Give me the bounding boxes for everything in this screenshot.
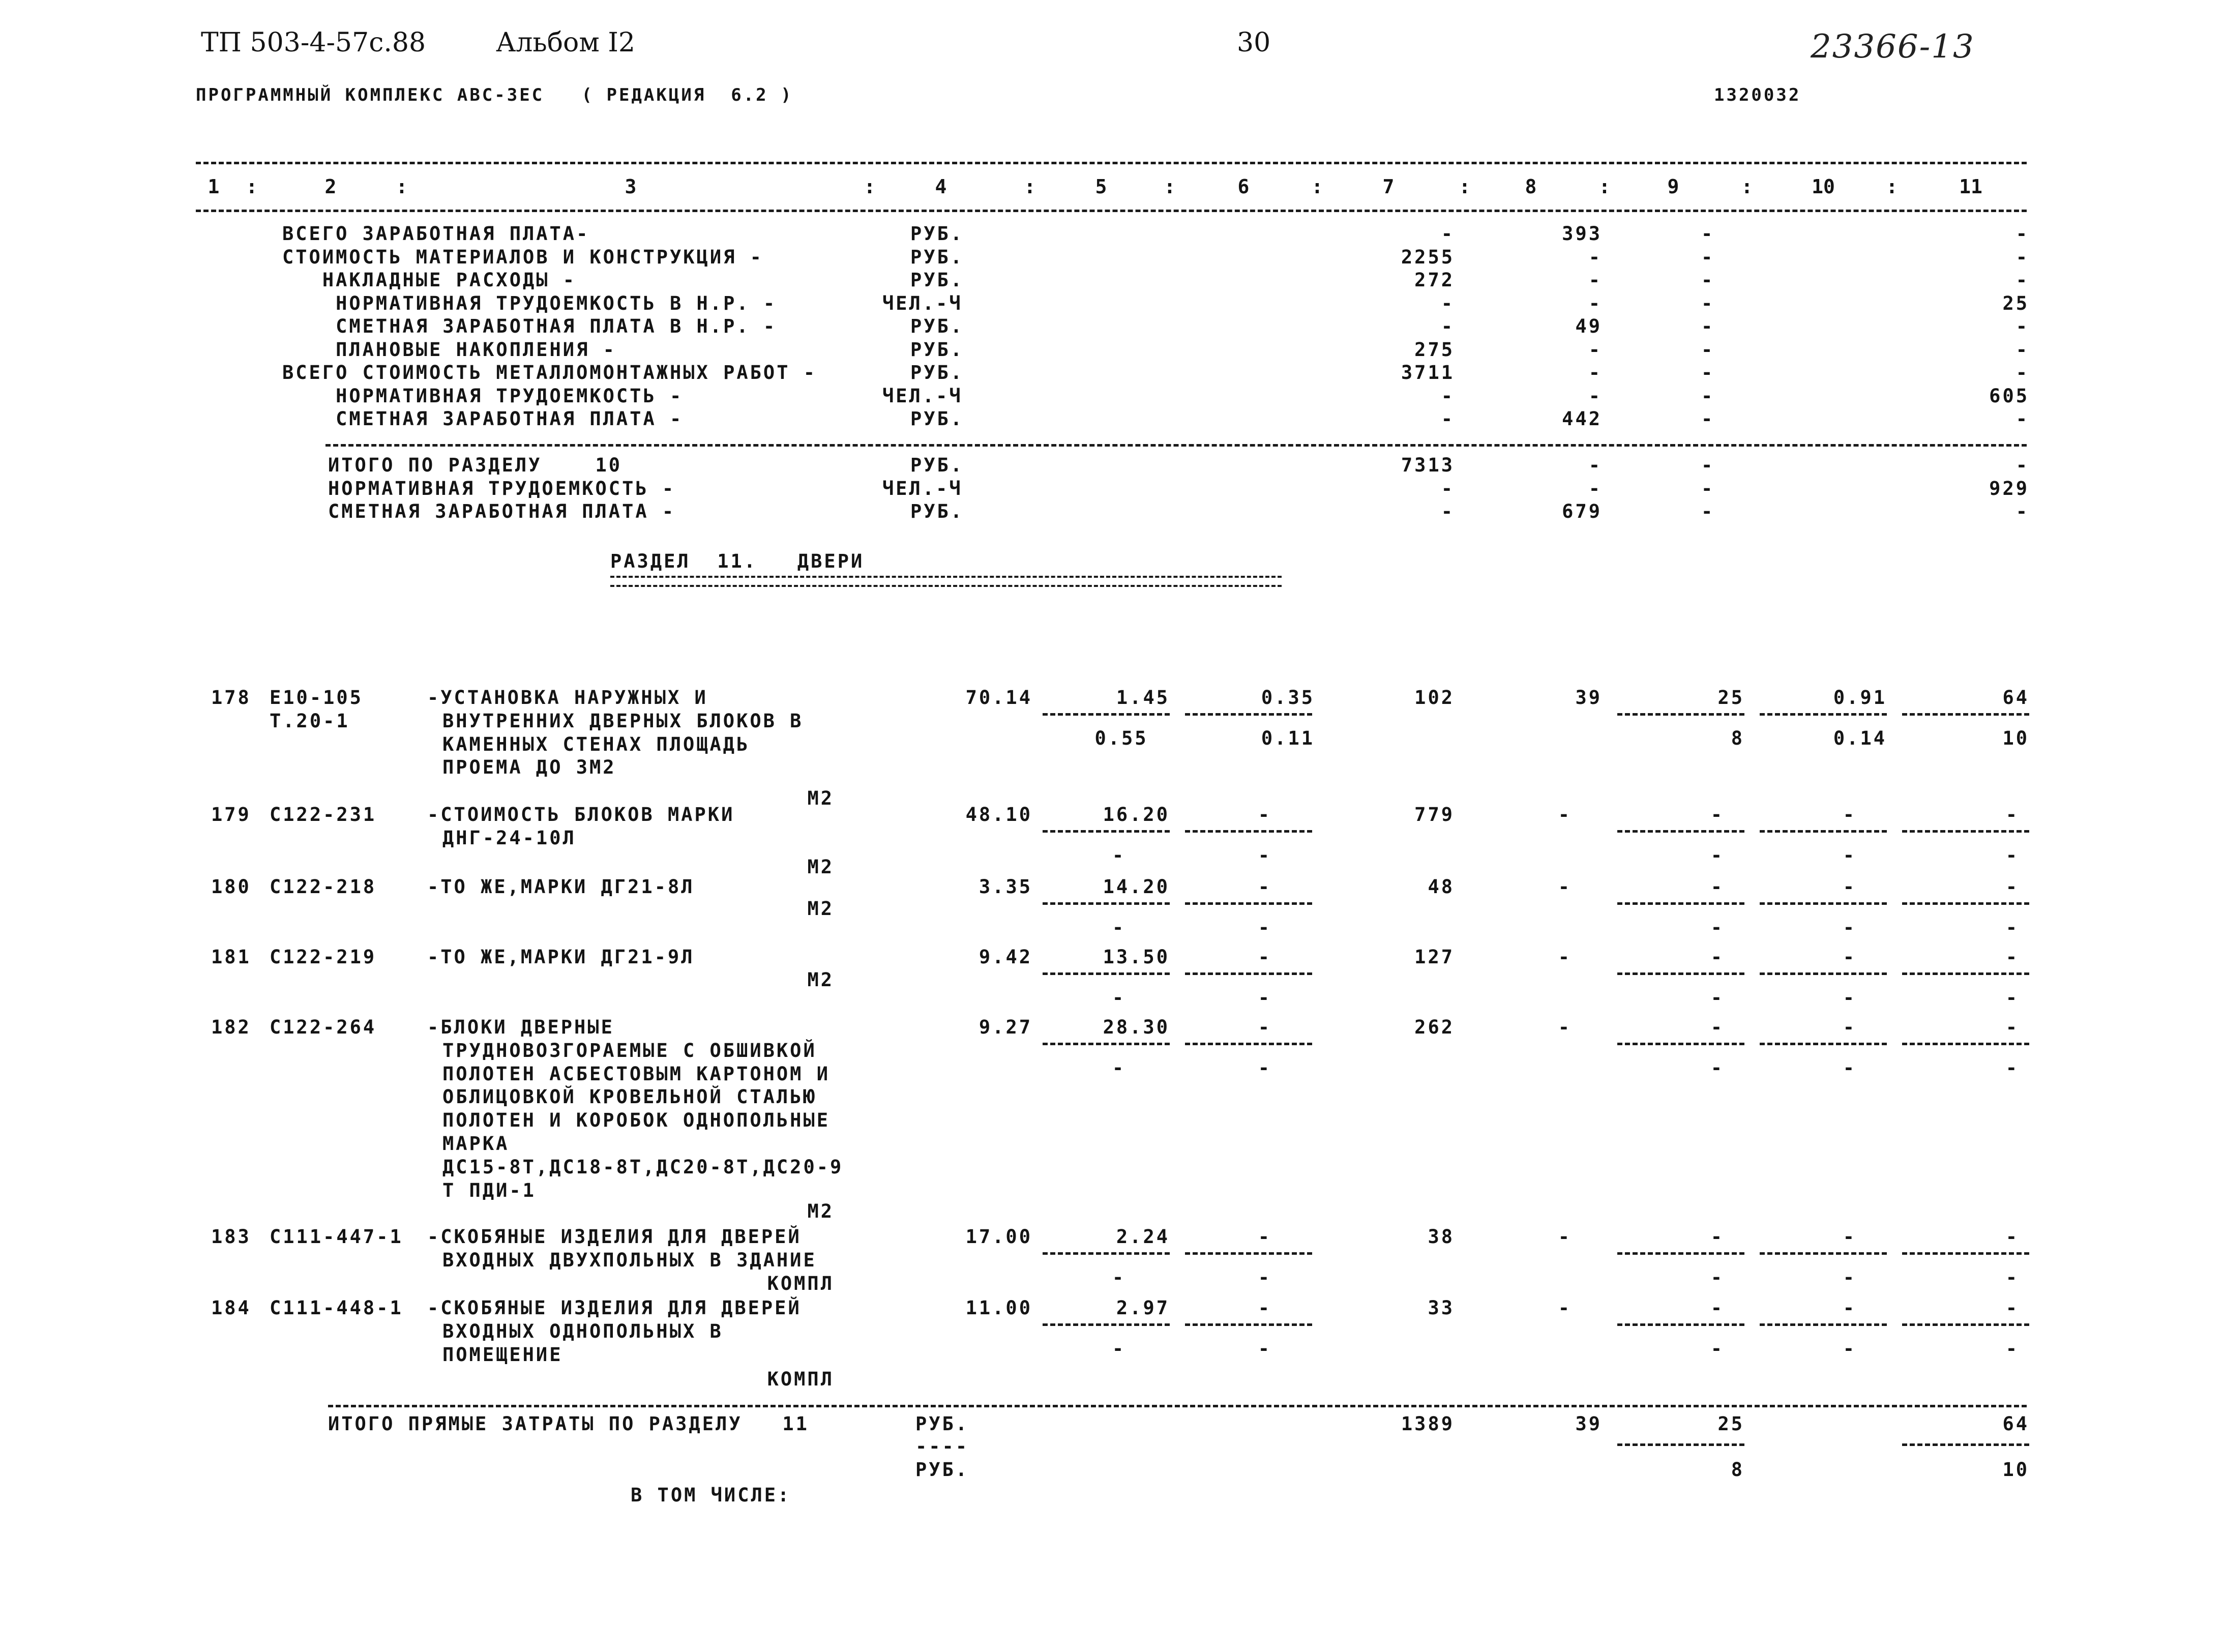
column-number: 5 <box>1095 175 1107 198</box>
item-col6-top: - <box>1258 804 1271 825</box>
item-col6-rule <box>1185 1043 1312 1045</box>
item-col10-bottom: - <box>1843 917 1856 938</box>
item-col5-top: 14.20 <box>1103 876 1170 898</box>
summary-unit: РУБ. <box>910 338 964 361</box>
item-description-line: ТРУДНОВОЗГОРАЕМЫЕ С ОБШИВКОЙ <box>442 1039 817 1061</box>
item-col11-top: 64 <box>2002 687 2029 709</box>
item-col5-top: 13.50 <box>1103 946 1170 968</box>
item-description-line: -СКОБЯНЫЕ ИЗДЕЛИЯ ДЛЯ ДВЕРЕЙ <box>427 1226 802 1248</box>
totals-col11-rule <box>1902 1443 2029 1446</box>
summary-label: ВСЕГО ЗАРАБОТНАЯ ПЛАТА- <box>282 223 590 245</box>
item-col5-bottom: - <box>1112 844 1126 866</box>
item-col7: 38 <box>1428 1226 1455 1248</box>
itogo-col8: - <box>1588 477 1602 499</box>
summary-unit: РУБ. <box>910 246 964 268</box>
summary-unit: ЧЕЛ.-Ч <box>882 292 963 314</box>
item-number: 184 <box>211 1297 251 1319</box>
item-col4: 17.00 <box>965 1226 1032 1248</box>
item-col5-top: 2.97 <box>1116 1297 1170 1319</box>
item-col11-bottom: - <box>2005 1057 2019 1079</box>
item-col10-rule <box>1760 1252 1887 1255</box>
item-col11-top: - <box>2005 946 2019 968</box>
summary-unit: РУБ. <box>910 269 964 291</box>
item-unit: КОМПЛ <box>767 1273 834 1294</box>
item-col5-top: 1.45 <box>1116 687 1170 709</box>
summary-col7: 2255 <box>1401 246 1455 268</box>
item-description-line: -СТОИМОСТЬ БЛОКОВ МАРКИ <box>427 804 735 825</box>
summary-col8: - <box>1588 246 1602 268</box>
summary-label: НАКЛАДНЫЕ РАСХОДЫ - <box>282 269 577 291</box>
summary-col7: - <box>1441 315 1455 337</box>
item-col11-bottom: - <box>2005 1338 2019 1360</box>
item-col10-bottom: - <box>1843 1057 1856 1079</box>
summary-col7: - <box>1441 408 1455 430</box>
item-col6-bottom: - <box>1258 844 1271 866</box>
item-code: С122-231 <box>270 804 377 825</box>
column-number: 4 <box>935 175 947 198</box>
summary-col11: 605 <box>1989 385 2029 407</box>
summary-col9: - <box>1701 385 1715 407</box>
summary-col9: - <box>1701 246 1715 268</box>
item-col8: - <box>1558 946 1572 968</box>
item-col11-top: - <box>2005 876 2019 898</box>
item-col11-rule <box>1902 713 2029 716</box>
itogo-col7: - <box>1441 500 1455 522</box>
totals-col9a: 25 <box>1717 1413 1744 1435</box>
item-col6-top: - <box>1258 1297 1271 1319</box>
item-code: С111-448-1 <box>270 1297 403 1319</box>
item-col9-bottom: - <box>1710 1266 1724 1288</box>
itogo-col9: - <box>1701 454 1715 476</box>
column-separator: : <box>1311 175 1323 198</box>
summary-label: НОРМАТИВНАЯ ТРУДОЕМКОСТЬ В Н.Р. - <box>282 292 777 314</box>
item-number: 178 <box>211 687 251 709</box>
item-col6-top: - <box>1258 1016 1271 1038</box>
item-col6-rule <box>1185 713 1312 716</box>
summary-col8: - <box>1588 362 1602 383</box>
item-unit: М2 <box>807 787 834 809</box>
handwritten-number: 23366-13 <box>1811 28 1975 66</box>
item-col4: 48.10 <box>965 804 1032 825</box>
item-description-line: -ТО ЖЕ,МАРКИ ДГ21-9Л <box>427 946 695 968</box>
item-col11-rule <box>1902 972 2029 975</box>
item-description-line: ПОЛОТЕН И КОРОБОК ОДНОПОЛЬНЫЕ <box>442 1109 831 1132</box>
item-col10-bottom: - <box>1843 987 1856 1009</box>
summary-col9: - <box>1701 292 1715 314</box>
album-label: Альбом I2 <box>496 27 635 58</box>
item-col6-rule <box>1185 1323 1312 1326</box>
item-col8: - <box>1558 876 1572 898</box>
itogo-unit: ЧЕЛ.-Ч <box>882 477 963 499</box>
summary-col9: - <box>1701 223 1715 245</box>
item-col4: 70.14 <box>965 687 1032 709</box>
item-col10-top: 0.91 <box>1833 687 1887 709</box>
itogo-col11: - <box>2015 454 2029 476</box>
item-col8: 39 <box>1575 687 1602 709</box>
item-col5-bottom: - <box>1112 917 1126 938</box>
item-col9-bottom: - <box>1710 1057 1724 1079</box>
item-description-line: ПРОЕМА ДО 3М2 <box>442 756 616 779</box>
itogo-col8: 679 <box>1562 500 1602 522</box>
itogo-label: НОРМАТИВНАЯ ТРУДОЕМКОСТЬ - <box>328 477 676 499</box>
item-col10-top: - <box>1843 804 1856 825</box>
page-number: 30 <box>1237 27 1271 58</box>
item-col5-bottom: - <box>1112 1057 1126 1079</box>
item-number: 180 <box>211 876 251 898</box>
itogo-col9: - <box>1701 477 1715 499</box>
header-top-rule <box>196 162 2027 164</box>
totals-col7: 1389 <box>1401 1413 1455 1435</box>
column-number: 7 <box>1382 175 1395 198</box>
totals-col11a: 64 <box>2002 1413 2029 1435</box>
item-description-line: ПОЛОТЕН АСБЕСТОВЫМ КАРТОНОМ И <box>442 1063 831 1085</box>
item-col5-rule <box>1043 972 1170 975</box>
item-col9-bottom: - <box>1710 987 1724 1009</box>
summary-col7: - <box>1441 223 1455 245</box>
item-col6-top: 0.35 <box>1261 687 1315 709</box>
summary-label: ПЛАНОВЫЕ НАКОПЛЕНИЯ - <box>282 338 616 361</box>
item-col9-top: - <box>1710 804 1724 825</box>
item-col11-rule <box>1902 902 2029 905</box>
column-number: 1 <box>208 175 220 198</box>
summary-col11: - <box>2015 408 2029 430</box>
item-unit: М2 <box>807 898 834 920</box>
item-description-line: ВНУТРЕННИХ ДВЕРНЫХ БЛОКОВ В <box>442 710 804 732</box>
item-col10-rule <box>1760 713 1887 716</box>
item-col5-rule <box>1043 713 1170 716</box>
summary-col8: 442 <box>1562 408 1602 430</box>
itogo-col7: 7313 <box>1401 454 1455 476</box>
item-col4: 9.42 <box>979 946 1032 968</box>
itogo-label: СМЕТНАЯ ЗАРАБОТНАЯ ПЛАТА - <box>328 500 676 522</box>
item-col5-rule <box>1043 1043 1170 1045</box>
item-col5-rule <box>1043 830 1170 833</box>
item-col7: 779 <box>1414 804 1455 825</box>
item-col9-rule <box>1617 1252 1744 1255</box>
summary-col11: - <box>2015 315 2029 337</box>
item-number: 182 <box>211 1016 251 1038</box>
item-col11-bottom: - <box>2005 1266 2019 1288</box>
item-col8: - <box>1558 1226 1572 1248</box>
item-code: Е10-105 <box>270 687 363 709</box>
item-unit: КОМПЛ <box>767 1368 834 1390</box>
item-col4: 3.35 <box>979 876 1032 898</box>
item-col5-bottom: 0.55 <box>1094 727 1148 749</box>
summary-col8: - <box>1588 385 1602 407</box>
header-bottom-rule <box>196 210 2027 212</box>
summary-col8: 49 <box>1575 315 1602 337</box>
itogo-col8: - <box>1588 454 1602 476</box>
summary-col11: - <box>2015 338 2029 361</box>
item-number: 179 <box>211 804 251 825</box>
summary-col8: - <box>1588 292 1602 314</box>
item-col11-rule <box>1902 1043 2029 1045</box>
summary-col7: - <box>1441 385 1455 407</box>
summary-unit: РУБ. <box>910 315 964 337</box>
item-col4: 9.27 <box>979 1016 1032 1038</box>
summary-col7: - <box>1441 292 1455 314</box>
item-col6-bottom: - <box>1258 987 1271 1009</box>
item-col9-top: - <box>1710 1016 1724 1038</box>
section-title-underline <box>610 576 1282 587</box>
item-col6-bottom: - <box>1258 917 1271 938</box>
summary-col9: - <box>1701 315 1715 337</box>
item-code: С122-264 <box>270 1016 377 1038</box>
summary-col8: 393 <box>1562 223 1602 245</box>
item-col10-rule <box>1760 1323 1887 1326</box>
item-col11-rule <box>1902 830 2029 833</box>
item-code: С111-447-1 <box>270 1226 403 1248</box>
item-description-line: ПОМЕЩЕНИЕ <box>442 1343 563 1366</box>
column-separator: : <box>396 175 408 198</box>
summary-label: ВСЕГО СТОИМОСТЬ МЕТАЛЛОМОНТАЖНЫХ РАБОТ - <box>282 362 817 383</box>
summary-col11: - <box>2015 246 2029 268</box>
item-col5-top: 16.20 <box>1103 804 1170 825</box>
column-separator: : <box>1741 175 1753 198</box>
itogo-col9: - <box>1701 500 1715 522</box>
summary-col11: 25 <box>2002 292 2029 314</box>
itogo-unit: РУБ. <box>910 454 964 476</box>
program-code: 1320032 <box>1714 85 1801 105</box>
item-col5-top: 28.30 <box>1103 1016 1170 1038</box>
item-col6-rule <box>1185 1252 1312 1255</box>
totals-col8: 39 <box>1575 1413 1602 1435</box>
item-col6-top: - <box>1258 876 1271 898</box>
item-col7: 102 <box>1414 687 1455 709</box>
item-col9-rule <box>1617 972 1744 975</box>
column-number: 11 <box>1959 175 1982 198</box>
item-col11-rule <box>1902 1252 2029 1255</box>
section-title: РАЗДЕЛ 11. ДВЕРИ <box>610 550 865 572</box>
column-separator: : <box>1164 175 1176 198</box>
totals-col9-rule <box>1617 1443 1744 1446</box>
item-number: 181 <box>211 946 251 968</box>
column-separator: : <box>1598 175 1611 198</box>
totals-unit-2: РУБ. <box>915 1459 969 1481</box>
item-description-line: КАМЕННЫХ СТЕНАХ ПЛОЩАДЬ <box>442 733 750 755</box>
summary-unit: ЧЕЛ.-Ч <box>882 385 963 407</box>
item-unit: М2 <box>807 969 834 991</box>
item-col5-top: 2.24 <box>1116 1226 1170 1248</box>
itogo-unit: РУБ. <box>910 500 964 522</box>
summary-col11: - <box>2015 269 2029 291</box>
item-col8: - <box>1558 1016 1572 1038</box>
totals-col9b: 8 <box>1731 1459 1744 1481</box>
item-col5-bottom: - <box>1112 1266 1126 1288</box>
summary-col8: - <box>1588 338 1602 361</box>
summary-label: НОРМАТИВНАЯ ТРУДОЕМКОСТЬ - <box>282 385 684 407</box>
item-col10-top: - <box>1843 946 1856 968</box>
item-description-line: -ТО ЖЕ,МАРКИ ДГ21-8Л <box>427 876 695 898</box>
item-col6-rule <box>1185 902 1312 905</box>
item-col9-rule <box>1617 1323 1744 1326</box>
item-col10-top: - <box>1843 1016 1856 1038</box>
program-line: ПРОГРАММНЫЙ КОМПЛЕКС АВС-ЗЕС ( РЕДАКЦИЯ 6.2 ) <box>196 85 793 105</box>
column-separator: : <box>864 175 876 198</box>
item-code: С122-218 <box>270 876 377 898</box>
item-col9-rule <box>1617 830 1744 833</box>
summary-col9: - <box>1701 269 1715 291</box>
summary-col9: - <box>1701 338 1715 361</box>
itogo-col11: 929 <box>1989 477 2029 499</box>
summary-unit: РУБ. <box>910 408 964 430</box>
summary-label: СТОИМОСТЬ МАТЕРИАЛОВ И КОНСТРУКЦИЯ - <box>282 246 763 268</box>
itogo-col7: - <box>1441 477 1455 499</box>
item-col5-rule <box>1043 1252 1170 1255</box>
totals-unit: РУБ. <box>915 1413 969 1435</box>
item-description-line: -СКОБЯНЫЕ ИЗДЕЛИЯ ДЛЯ ДВЕРЕЙ <box>427 1297 802 1319</box>
column-number: 9 <box>1667 175 1679 198</box>
item-col10-rule <box>1760 972 1887 975</box>
summary-col7: 272 <box>1414 269 1455 291</box>
item-col6-rule <box>1185 972 1312 975</box>
item-col7: 262 <box>1414 1016 1455 1038</box>
column-separator: : <box>1459 175 1471 198</box>
item-description-line: ВХОДНЫХ ОДНОПОЛЬНЫХ В <box>442 1320 723 1342</box>
item-col7: 33 <box>1428 1297 1455 1319</box>
item-col6-bottom: - <box>1258 1057 1271 1079</box>
item-col5-bottom: - <box>1112 987 1126 1009</box>
column-separator: : <box>1886 175 1898 198</box>
item-col6-top: - <box>1258 1226 1271 1248</box>
item-col4: 11.00 <box>965 1297 1032 1319</box>
item-col9-bottom: 8 <box>1731 727 1744 749</box>
item-col9-top: - <box>1710 1297 1724 1319</box>
totals-label: ИТОГО ПРЯМЫЕ ЗАТРАТЫ ПО РАЗДЕЛУ 11 <box>328 1413 809 1435</box>
item-col9-rule <box>1617 902 1744 905</box>
totals-top-rule <box>328 1405 2027 1407</box>
summary-col9: - <box>1701 408 1715 430</box>
column-number: 3 <box>625 175 637 198</box>
item-col11-bottom: - <box>2005 844 2019 866</box>
item-col9-top: - <box>1710 1226 1724 1248</box>
column-separator: : <box>246 175 258 198</box>
item-col10-bottom: - <box>1843 844 1856 866</box>
item-description-line: ВХОДНЫХ ДВУХПОЛЬНЫХ В ЗДАНИЕ <box>442 1249 817 1271</box>
item-col9-bottom: - <box>1710 1338 1724 1360</box>
item-col5-rule <box>1043 902 1170 905</box>
item-col6-bottom: - <box>1258 1266 1271 1288</box>
summary-col9: - <box>1701 362 1715 383</box>
summary-label: СМЕТНАЯ ЗАРАБОТНАЯ ПЛАТА В Н.Р. - <box>282 315 777 337</box>
item-col10-top: - <box>1843 876 1856 898</box>
summary-col11: - <box>2015 362 2029 383</box>
column-number: 6 <box>1237 175 1250 198</box>
column-number: 10 <box>1812 175 1835 198</box>
item-col10-rule <box>1760 830 1887 833</box>
item-description-line: ДНГ-24-10Л <box>442 827 576 849</box>
summary-col8: - <box>1588 269 1602 291</box>
item-col6-top: - <box>1258 946 1271 968</box>
item-col11-top: - <box>2005 1297 2019 1319</box>
item-col9-bottom: - <box>1710 844 1724 866</box>
summary-col11: - <box>2015 223 2029 245</box>
item-col6-bottom: 0.11 <box>1261 727 1315 749</box>
item-col11-top: - <box>2005 804 2019 825</box>
item-col9-rule <box>1617 713 1744 716</box>
column-number: 2 <box>324 175 337 198</box>
item-description-line: МАРКА <box>442 1133 510 1155</box>
item-col7: 48 <box>1428 876 1455 898</box>
summary-unit: РУБ. <box>910 223 964 245</box>
item-col9-rule <box>1617 1043 1744 1045</box>
item-col9-top: 25 <box>1717 687 1744 709</box>
item-col9-top: - <box>1710 876 1724 898</box>
column-number: 8 <box>1525 175 1537 198</box>
item-col10-top: - <box>1843 1226 1856 1248</box>
itogo-label: ИТОГО ПО РАЗДЕЛУ 10 <box>328 454 623 476</box>
item-unit: М2 <box>807 856 834 878</box>
summary-col7: 275 <box>1414 338 1455 361</box>
item-col9-top: - <box>1710 946 1724 968</box>
item-col11-bottom: - <box>2005 987 2019 1009</box>
summary-unit: РУБ. <box>910 362 964 383</box>
item-col10-bottom: 0.14 <box>1833 727 1887 749</box>
item-col11-bottom: 10 <box>2002 727 2029 749</box>
totals-footer: В ТОМ ЧИСЛЕ: <box>631 1484 791 1506</box>
item-col8: - <box>1558 804 1572 825</box>
item-col8: - <box>1558 1297 1572 1319</box>
item-col10-bottom: - <box>1843 1338 1856 1360</box>
item-col5-rule <box>1043 1323 1170 1326</box>
totals-unit-dash: ---- <box>915 1435 969 1457</box>
column-separator: : <box>1024 175 1036 198</box>
item-col10-rule <box>1760 1043 1887 1045</box>
totals-col11b: 10 <box>2002 1459 2029 1481</box>
item-col10-top: - <box>1843 1297 1856 1319</box>
item-description-line: -УСТАНОВКА НАРУЖНЫХ И <box>427 687 708 709</box>
item-description-line: Т ПДИ-1 <box>442 1179 536 1201</box>
item-col11-bottom: - <box>2005 917 2019 938</box>
item-col10-bottom: - <box>1843 1266 1856 1288</box>
document-code: ТП 503-4-57с.88 <box>201 27 426 58</box>
item-col5-bottom: - <box>1112 1338 1126 1360</box>
item-description-line: ОБЛИЦОВКОЙ КРОВЕЛЬНОЙ СТАЛЬЮ <box>442 1086 817 1108</box>
item-col11-rule <box>1902 1323 2029 1326</box>
item-description-line: ДС15-8Т,ДС18-8Т,ДС20-8Т,ДС20-9 <box>442 1156 844 1178</box>
item-col6-rule <box>1185 830 1312 833</box>
item-code: С122-219 <box>270 946 377 968</box>
item-col9-bottom: - <box>1710 917 1724 938</box>
item-col11-top: - <box>2005 1226 2019 1248</box>
summary-col7: 3711 <box>1401 362 1455 383</box>
item-description-line: -БЛОКИ ДВЕРНЫЕ <box>427 1016 614 1038</box>
item-number: 183 <box>211 1226 251 1248</box>
item-code-2: Т.20-1 <box>270 710 350 732</box>
summary-label: СМЕТНАЯ ЗАРАБОТНАЯ ПЛАТА - <box>282 408 684 430</box>
summary-rule <box>325 444 2027 447</box>
itogo-col11: - <box>2015 500 2029 522</box>
item-col11-top: - <box>2005 1016 2019 1038</box>
item-col7: 127 <box>1414 946 1455 968</box>
item-col10-rule <box>1760 902 1887 905</box>
item-unit: М2 <box>807 1200 834 1222</box>
item-col6-bottom: - <box>1258 1338 1271 1360</box>
